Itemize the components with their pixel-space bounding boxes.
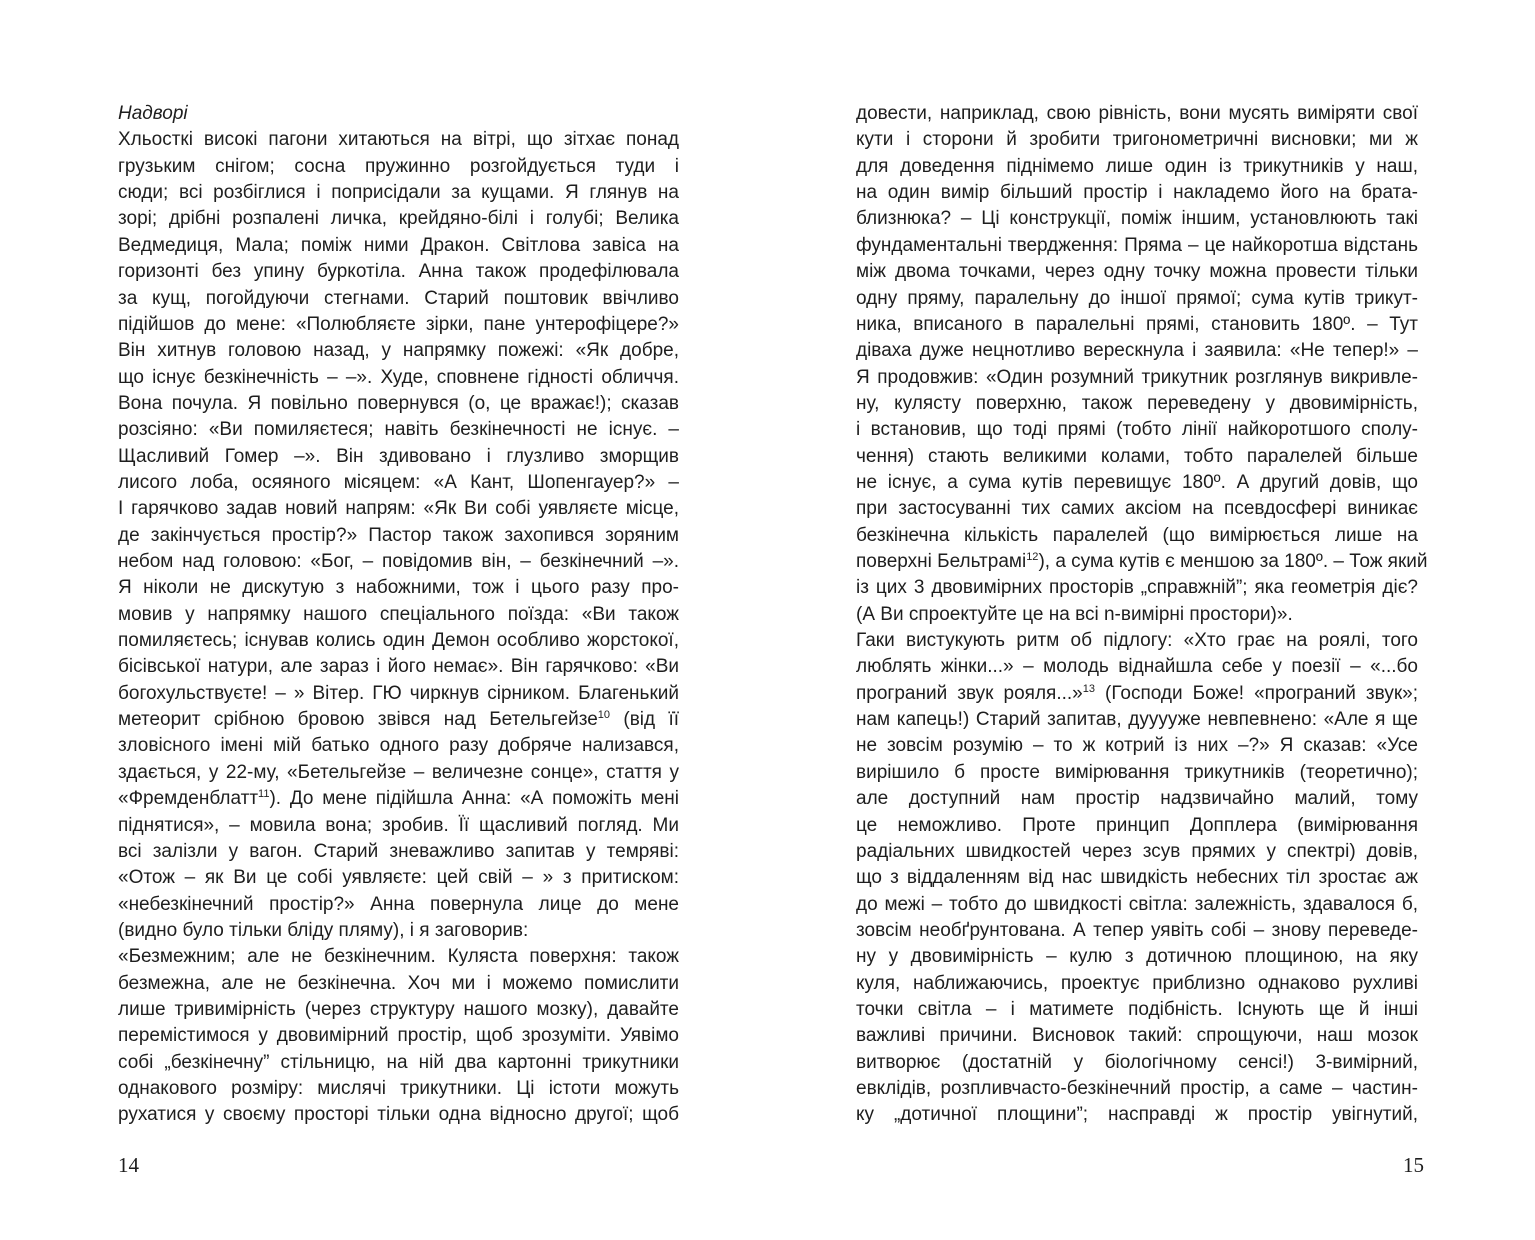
text-line: [118, 365, 679, 391]
text-line: [856, 971, 1418, 997]
line-text: богохульствуєте! – » Вітер. ГЮ чиркнув сірником. Благенький: [118, 682, 679, 704]
line-text: здається, у 22-му, «Бетельгейзе – величезне сонце», стаття у: [118, 761, 679, 783]
text-line: [118, 101, 679, 127]
line-text: близнюка? – Ці конструкції, поміж іншим, установлюють такі: [856, 208, 1418, 230]
text-line: [856, 813, 1418, 839]
line-text: радіальних швидкостей через зсув прямих у спектрі) довів,: [856, 840, 1418, 862]
line-text: (Господи Боже! «програний звук»;: [1094, 682, 1418, 704]
line-text: бісівської натури, але зараз і його немає». Він гарячково: «Ви: [118, 656, 679, 678]
text-line: [856, 733, 1418, 759]
line-text: на один вимір більший простір і накладемо його на брата-: [856, 182, 1418, 204]
line-text: лише тривимірність (через структуру нашого мозку), давайте: [118, 998, 679, 1020]
text-line: [118, 786, 679, 812]
line-text: що існує безкінечність – –». Худе, сповнене гідності обличчя.: [118, 366, 679, 388]
line-text: це неможливо. Проте принцип Допплера (вимірювання: [856, 814, 1418, 836]
line-text: Він хитнув головою назад, у напрямку пожежі: «Як добре,: [118, 340, 679, 362]
line-text: люблять жінки...» – молодь віднайшла себе у поезії – «...бо: [856, 656, 1418, 678]
line-text: де закінчується простір?» Пастор також захопився зоряним: [118, 524, 679, 546]
line-text: вирішило б просте вимірювання трикутників (теоретично);: [856, 761, 1418, 783]
footnote-ref: 12: [1026, 551, 1039, 563]
line-text: нам капець!) Старий запитав, дууууже невпевнено: «Але я ще: [856, 709, 1418, 731]
line-text: Надворі: [118, 103, 188, 124]
text-line: [856, 1050, 1418, 1076]
text-line: [856, 549, 1428, 575]
text-line: [118, 154, 679, 180]
line-text: зловісного імені мій батько одного разу добряче нализався,: [118, 735, 679, 757]
line-text: мовив у напрямку нашого спеціального поїзда: «Ви також: [118, 603, 679, 625]
text-line: [856, 417, 1418, 443]
line-text: розсіяно: «Ви помиляєтеся; навіть безкінечності не існує. –: [118, 419, 679, 441]
text-line: [856, 1076, 1418, 1102]
line-text: важливі причини. Висновок такий: спрощуючи, наш мозок: [856, 1025, 1418, 1047]
text-line: [118, 444, 679, 470]
text-line: [118, 575, 679, 601]
line-text: сюди; всі розбіглися і поприсідали за кущами. Я глянув на: [118, 182, 679, 204]
text-line: [856, 997, 1418, 1023]
line-text: програний звук рояля...»: [856, 682, 1083, 704]
line-text: небом над головою: «Бог, – повідомив він, – безкінечний –».: [118, 551, 679, 572]
text-line: [856, 654, 1418, 680]
page-number-right: 15: [1403, 1153, 1424, 1177]
text-line: [856, 839, 1418, 865]
page-number-left: 14: [118, 1153, 139, 1177]
line-text: однакового розміру: мислячі трикутники. Ці істоти можуть: [118, 1078, 679, 1099]
line-text: метеорит срібною бровою звівся над Бетельгейзе: [118, 709, 598, 731]
line-text: Я продовжив: «Один розумний трикутник розглянув викривле-: [856, 366, 1418, 388]
line-text: при застосуванні тих самих аксіом на псевдосфері виникає: [856, 498, 1418, 520]
text-line: [856, 101, 1418, 127]
text-line: [118, 997, 679, 1023]
line-text: горизонті без упину буркотіла. Анна також продефілювала: [118, 261, 679, 283]
line-text: Ведмедиця, Мала; поміж ними Дракон. Світлова завіса на: [118, 234, 679, 256]
text-line: [856, 312, 1418, 338]
text-line: [118, 918, 679, 944]
line-text: діваха дуже нецнотливо верескнула і заявила: «Не тепер!» –: [856, 340, 1418, 362]
line-text: (від її: [610, 709, 680, 731]
text-line: [856, 892, 1418, 918]
line-text: перемістимося у двовимірний простір, щоб зрозуміти. Уявімо: [118, 1025, 679, 1047]
line-text: грузьким снігом; сосна пружинно розгойдується туди і: [118, 155, 679, 177]
line-text: лисого лоба, осяяного місяцем: «А Кант, Шопенгауер?» –: [118, 471, 679, 493]
text-line: [118, 944, 679, 970]
text-line: [856, 681, 1418, 707]
line-text: ну у двовимірність – кулю з дотичною площиною, на яку: [856, 946, 1418, 968]
line-text: (видно було тільки бліду пляму), і я заговорив:: [118, 919, 529, 941]
text-line: [856, 523, 1418, 549]
text-line: [118, 892, 679, 918]
line-text: фундаментальні твердження: Пряма – це найкоротша відстань: [856, 234, 1418, 256]
text-line: [856, 470, 1418, 496]
text-line: [118, 391, 679, 417]
text-line: [856, 707, 1418, 733]
line-text: безмежна, але не безкінечна. Хоч ми і можемо помислити: [118, 972, 679, 994]
line-text: (А Ви спроектуйте це на всі n-вимірні простори)».: [856, 603, 1293, 625]
text-line: [856, 944, 1418, 970]
line-text: собі „безкінечну” стільницю, на ній два картонні трикутники: [118, 1051, 679, 1073]
line-text: довести, наприклад, свою рівність, вони мусять виміряти свої: [856, 103, 1418, 124]
line-text: куля, наближаючись, проектує приблизно однаково рухливі: [856, 972, 1418, 994]
line-text: витворює (достатній у біологічному сенсі!) 3-вимірний,: [856, 1051, 1418, 1073]
line-text: до межі – тобто до швидкості світла: залежність, здавалося б,: [856, 893, 1418, 915]
text-line: [118, 233, 679, 259]
line-text: «небезкінечний простір?» Анна повернула лице до мене: [118, 893, 679, 915]
line-text: всі залізли у вагон. Старий зневажливо запитав у темряві:: [118, 840, 679, 862]
text-line: [118, 602, 679, 628]
line-text: Щасливий Гомер –». Він здивовано і глузливо зморщив: [118, 445, 679, 467]
line-text: безкінечна кількість паралелей (що вимірюється лише на: [856, 524, 1418, 546]
line-text: Хльосткі високі пагони хитаються на вітрі, що зітхає понад: [118, 129, 679, 151]
text-line: [856, 786, 1418, 812]
line-text: піднятися», – мовила вона; зробив. Її щасливий погляд. Ми: [118, 814, 679, 836]
line-text: зорі; дрібні розпалені личка, крейдяно-білі і голубі; Велика: [118, 208, 679, 230]
text-line: [856, 865, 1418, 891]
line-text: поверхні Бельтрамі: [856, 551, 1027, 572]
text-line: [118, 1076, 679, 1102]
line-text: не зовсім розумію – то ж котрий із них –?» Я сказав: «Усе: [856, 735, 1418, 757]
text-line: [856, 628, 1418, 654]
text-line: [118, 1050, 679, 1076]
line-text: але доступний нам простір надзвичайно малий, тому: [856, 788, 1418, 810]
line-text: за кущ, погойдуючи стегнами. Старий поштовик ввічливо: [118, 287, 679, 309]
line-text: ку „дотичної площини”; насправді ж простір увігнутий,: [856, 1104, 1418, 1126]
text-line: [118, 417, 679, 443]
text-line: [118, 549, 679, 575]
text-line: [856, 233, 1418, 259]
line-text: кути і сторони й зробити тригонометричні висновки; ми ж: [856, 129, 1418, 151]
line-text: чення) стають великими колами, тобто паралелей більше: [856, 445, 1418, 467]
text-line: [118, 760, 679, 786]
line-text: із цих 3 двовимірних просторів „справжній”; яка геометрія діє?: [856, 577, 1418, 599]
text-line: [856, 760, 1418, 786]
line-text: для доведення піднімемо лише один із трикутників у наш,: [856, 155, 1418, 177]
text-line: [856, 259, 1418, 285]
text-line: [856, 602, 1418, 628]
footnote-ref: 11: [258, 788, 270, 801]
text-line: [856, 286, 1418, 312]
text-line: [856, 391, 1418, 417]
right-page: [767, 0, 1534, 1240]
line-text: рухатися у своєму просторі тільки одна відносно другої; щоб: [118, 1104, 679, 1126]
line-text: «Безмежним; але не безкінечним. Куляста поверхня: також: [118, 946, 679, 968]
text-line: [856, 1102, 1418, 1128]
line-text: Я ніколи не дискутую з набожними, тож і цього разу про-: [118, 577, 679, 599]
line-text: ника, вписаного в паралельні прямі, становить 180º. – Тут: [856, 313, 1418, 335]
text-line: [118, 733, 679, 759]
text-line: [118, 1023, 679, 1049]
text-line: [856, 444, 1418, 470]
text-line: [856, 338, 1418, 364]
line-text: помиляєтесь; існував колись один Демон особливо жорстокої,: [118, 630, 679, 651]
line-text: ). До мене підійшла Анна: «А поможіть мені: [269, 788, 679, 810]
line-text: ), а сума кутів є меншою за 180º. – Тож який: [1038, 551, 1428, 572]
text-line: [118, 338, 679, 364]
line-text: підійшов до мене: «Полюбляєте зірки, пане унтерофіцере?»: [118, 313, 679, 335]
text-line: [118, 259, 679, 285]
line-text: між двома точками, через одну точку можна провести тільки: [856, 261, 1418, 283]
text-line: [856, 127, 1418, 153]
text-line: [118, 628, 679, 654]
text-line: [856, 575, 1418, 601]
line-text: що з віддаленням від нас швидкість небесних тіл зростає аж: [856, 867, 1418, 889]
line-text: евклідів, розпливчасто-безкінечний простір, а саме – частин-: [856, 1078, 1418, 1099]
text-line: [856, 180, 1418, 206]
text-line: [856, 206, 1418, 232]
footnote-ref: 10: [597, 709, 611, 722]
text-line: [856, 918, 1418, 944]
line-text: ну, кулясту поверхню, також переведену у двовимірність,: [856, 392, 1418, 414]
line-text: не існує, а сума кутів перевищує 180º. А другий довів, що: [856, 471, 1418, 493]
text-line: [118, 839, 679, 865]
text-line: [856, 154, 1418, 180]
line-text: І гарячково задав новий напрям: «Як Ви собі уявляєте місце,: [118, 498, 679, 520]
text-line: [118, 654, 679, 680]
text-line: [118, 286, 679, 312]
line-text: Вона почула. Я повільно повернувся (о, це вражає!); сказав: [118, 392, 679, 414]
line-text: і встановив, що тоді прямі (тобто лінії найкоротшого сполу-: [856, 419, 1418, 441]
text-line: [856, 1023, 1418, 1049]
text-line: [118, 496, 679, 522]
text-line: [118, 523, 679, 549]
text-line: [118, 470, 679, 496]
footnote-ref: 13: [1082, 682, 1095, 695]
line-text: точки світла – і матимете подібність. Існують ще й інші: [856, 998, 1418, 1020]
text-line: [118, 707, 679, 733]
text-line: [856, 496, 1418, 522]
text-line: [118, 865, 679, 891]
line-text: Гаки вистукують ритм об підлогу: «Хто грає на роялі, того: [856, 630, 1418, 651]
left-page: [0, 0, 767, 1240]
line-text: зовсім необґрунтована. А тепер уявіть собі – знову переведе-: [856, 919, 1418, 941]
text-line: [118, 180, 679, 206]
text-line: [118, 1102, 679, 1128]
text-line: [118, 681, 679, 707]
line-text: одну пряму, паралельну до іншої прямої; сума кутів трикут-: [856, 287, 1418, 309]
text-line: [856, 365, 1418, 391]
text-line: [118, 312, 679, 338]
line-text: «Фремденблатт: [118, 788, 259, 810]
text-line: [118, 813, 679, 839]
line-text: «Отож – як Ви це собі уявляєте: цей свій – » з притиском:: [118, 867, 679, 889]
text-line: [118, 127, 679, 153]
text-line: [118, 971, 679, 997]
text-line: [118, 206, 679, 232]
